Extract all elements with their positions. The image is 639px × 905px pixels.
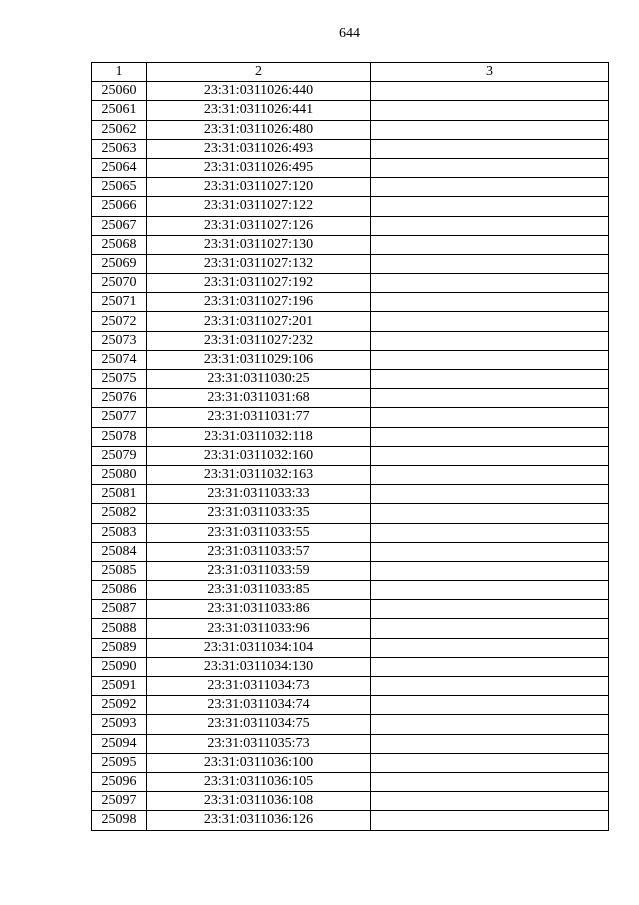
cadastral-number-cell: 23:31:0311033:55 bbox=[147, 523, 371, 542]
table-row bbox=[92, 408, 609, 427]
table-row bbox=[92, 715, 609, 734]
cadastral-number-cell: 23:31:0311027:201 bbox=[147, 312, 371, 331]
table-row bbox=[92, 542, 609, 561]
table-row bbox=[92, 158, 609, 177]
table-row bbox=[92, 350, 609, 369]
note-cell bbox=[371, 715, 609, 734]
note-cell bbox=[371, 542, 609, 561]
column-header-3: 3 bbox=[371, 63, 609, 82]
cadastral-number-cell: 23:31:0311027:132 bbox=[147, 254, 371, 273]
cadastral-number-cell: 23:31:0311033:85 bbox=[147, 581, 371, 600]
row-number-cell: 25092 bbox=[92, 696, 147, 715]
cadastral-number-cell: 23:31:0311027:232 bbox=[147, 331, 371, 350]
note-cell bbox=[371, 638, 609, 657]
cadastral-number-cell: 23:31:0311036:108 bbox=[147, 792, 371, 811]
note-cell bbox=[371, 772, 609, 791]
row-number-cell: 25064 bbox=[92, 158, 147, 177]
note-cell bbox=[371, 158, 609, 177]
table-body bbox=[92, 82, 609, 830]
page-number: 644 bbox=[339, 26, 360, 41]
note-cell bbox=[371, 293, 609, 312]
cadastral-number-cell: 23:31:0311033:33 bbox=[147, 485, 371, 504]
cadastral-number-cell: 23:31:0311032:118 bbox=[147, 427, 371, 446]
table-row bbox=[92, 120, 609, 139]
note-cell bbox=[371, 254, 609, 273]
note-cell bbox=[371, 696, 609, 715]
note-cell bbox=[371, 561, 609, 580]
row-number-cell: 25068 bbox=[92, 235, 147, 254]
row-number-cell: 25098 bbox=[92, 811, 147, 830]
note-cell bbox=[371, 734, 609, 753]
column-header-1: 1 bbox=[92, 63, 147, 82]
table-row bbox=[92, 772, 609, 791]
note-cell bbox=[371, 370, 609, 389]
note-cell bbox=[371, 581, 609, 600]
note-cell bbox=[371, 446, 609, 465]
cadastral-number-cell: 23:31:0311029:106 bbox=[147, 350, 371, 369]
note-cell bbox=[371, 120, 609, 139]
table-row bbox=[92, 792, 609, 811]
note-cell bbox=[371, 312, 609, 331]
cadastral-number-cell: 23:31:0311031:77 bbox=[147, 408, 371, 427]
table-row bbox=[92, 446, 609, 465]
note-cell bbox=[371, 139, 609, 158]
cadastral-number-cell: 23:31:0311033:86 bbox=[147, 600, 371, 619]
table-row bbox=[92, 370, 609, 389]
cadastral-number-cell: 23:31:0311033:96 bbox=[147, 619, 371, 638]
row-number-cell: 25089 bbox=[92, 638, 147, 657]
note-cell bbox=[371, 331, 609, 350]
table-row bbox=[92, 811, 609, 830]
cadastral-number-cell: 23:31:0311034:104 bbox=[147, 638, 371, 657]
table-row bbox=[92, 581, 609, 600]
row-number-cell: 25080 bbox=[92, 465, 147, 484]
column-header-2: 2 bbox=[147, 63, 371, 82]
cadastral-number-cell: 23:31:0311034:74 bbox=[147, 696, 371, 715]
table-row bbox=[92, 677, 609, 696]
table-row bbox=[92, 523, 609, 542]
table-row bbox=[92, 638, 609, 657]
table-row bbox=[92, 312, 609, 331]
note-cell bbox=[371, 523, 609, 542]
table-row bbox=[92, 485, 609, 504]
row-number-cell: 25061 bbox=[92, 101, 147, 120]
cadastral-number-cell: 23:31:0311026:440 bbox=[147, 82, 371, 101]
note-cell bbox=[371, 677, 609, 696]
row-number-cell: 25071 bbox=[92, 293, 147, 312]
cadastral-number-cell: 23:31:0311034:75 bbox=[147, 715, 371, 734]
note-cell bbox=[371, 101, 609, 120]
note-cell bbox=[371, 197, 609, 216]
header-row bbox=[92, 63, 609, 82]
table-row bbox=[92, 465, 609, 484]
table-row bbox=[92, 274, 609, 293]
row-number-cell: 25084 bbox=[92, 542, 147, 561]
table-row bbox=[92, 753, 609, 772]
table-row bbox=[92, 561, 609, 580]
table-row bbox=[92, 619, 609, 638]
table-row bbox=[92, 254, 609, 273]
row-number-cell: 25093 bbox=[92, 715, 147, 734]
cadastral-number-cell: 23:31:0311032:160 bbox=[147, 446, 371, 465]
note-cell bbox=[371, 216, 609, 235]
cadastral-number-cell: 23:31:0311026:480 bbox=[147, 120, 371, 139]
table-row bbox=[92, 178, 609, 197]
cadastral-number-cell: 23:31:0311027:192 bbox=[147, 274, 371, 293]
table-row bbox=[92, 389, 609, 408]
row-number-cell: 25097 bbox=[92, 792, 147, 811]
cadastral-number-cell: 23:31:0311026:495 bbox=[147, 158, 371, 177]
note-cell bbox=[371, 82, 609, 101]
table-row bbox=[92, 657, 609, 676]
cadastral-number-cell: 23:31:0311027:130 bbox=[147, 235, 371, 254]
row-number-cell: 25094 bbox=[92, 734, 147, 753]
table-row bbox=[92, 696, 609, 715]
note-cell bbox=[371, 811, 609, 830]
cadastral-number-cell: 23:31:0311036:100 bbox=[147, 753, 371, 772]
cadastral-number-cell: 23:31:0311026:441 bbox=[147, 101, 371, 120]
note-cell bbox=[371, 465, 609, 484]
row-number-cell: 25078 bbox=[92, 427, 147, 446]
cadastral-number-cell: 23:31:0311034:73 bbox=[147, 677, 371, 696]
table-header bbox=[92, 63, 609, 82]
row-number-cell: 25062 bbox=[92, 120, 147, 139]
cadastral-number-cell: 23:31:0311030:25 bbox=[147, 370, 371, 389]
row-number-cell: 25072 bbox=[92, 312, 147, 331]
note-cell bbox=[371, 350, 609, 369]
table-row bbox=[92, 216, 609, 235]
cadastral-number-cell: 23:31:0311027:126 bbox=[147, 216, 371, 235]
row-number-cell: 25079 bbox=[92, 446, 147, 465]
note-cell bbox=[371, 485, 609, 504]
note-cell bbox=[371, 792, 609, 811]
row-number-cell: 25075 bbox=[92, 370, 147, 389]
registry-table bbox=[91, 62, 609, 831]
note-cell bbox=[371, 427, 609, 446]
note-cell bbox=[371, 389, 609, 408]
table-row bbox=[92, 331, 609, 350]
note-cell bbox=[371, 619, 609, 638]
row-number-cell: 25073 bbox=[92, 331, 147, 350]
row-number-cell: 25076 bbox=[92, 389, 147, 408]
cadastral-number-cell: 23:31:0311036:126 bbox=[147, 811, 371, 830]
row-number-cell: 25065 bbox=[92, 178, 147, 197]
note-cell bbox=[371, 657, 609, 676]
table-row bbox=[92, 101, 609, 120]
row-number-cell: 25091 bbox=[92, 677, 147, 696]
note-cell bbox=[371, 408, 609, 427]
table-row bbox=[92, 504, 609, 523]
table-row bbox=[92, 197, 609, 216]
cadastral-number-cell: 23:31:0311032:163 bbox=[147, 465, 371, 484]
row-number-cell: 25067 bbox=[92, 216, 147, 235]
cadastral-number-cell: 23:31:0311033:57 bbox=[147, 542, 371, 561]
table-row bbox=[92, 139, 609, 158]
row-number-cell: 25070 bbox=[92, 274, 147, 293]
row-number-cell: 25077 bbox=[92, 408, 147, 427]
table-row bbox=[92, 600, 609, 619]
row-number-cell: 25086 bbox=[92, 581, 147, 600]
note-cell bbox=[371, 178, 609, 197]
row-number-cell: 25074 bbox=[92, 350, 147, 369]
cadastral-number-cell: 23:31:0311027:122 bbox=[147, 197, 371, 216]
row-number-cell: 25095 bbox=[92, 753, 147, 772]
table-row bbox=[92, 734, 609, 753]
table-row bbox=[92, 82, 609, 101]
row-number-cell: 25090 bbox=[92, 657, 147, 676]
table-row bbox=[92, 293, 609, 312]
row-number-cell: 25081 bbox=[92, 485, 147, 504]
cadastral-number-cell: 23:31:0311033:59 bbox=[147, 561, 371, 580]
cadastral-number-cell: 23:31:0311027:120 bbox=[147, 178, 371, 197]
row-number-cell: 25069 bbox=[92, 254, 147, 273]
note-cell bbox=[371, 504, 609, 523]
note-cell bbox=[371, 600, 609, 619]
row-number-cell: 25087 bbox=[92, 600, 147, 619]
row-number-cell: 25085 bbox=[92, 561, 147, 580]
row-number-cell: 25096 bbox=[92, 772, 147, 791]
cadastral-number-cell: 23:31:0311035:73 bbox=[147, 734, 371, 753]
table-row bbox=[92, 427, 609, 446]
note-cell bbox=[371, 235, 609, 254]
row-number-cell: 25088 bbox=[92, 619, 147, 638]
cadastral-number-cell: 23:31:0311036:105 bbox=[147, 772, 371, 791]
cadastral-number-cell: 23:31:0311031:68 bbox=[147, 389, 371, 408]
cadastral-number-cell: 23:31:0311034:130 bbox=[147, 657, 371, 676]
row-number-cell: 25082 bbox=[92, 504, 147, 523]
cadastral-number-cell: 23:31:0311027:196 bbox=[147, 293, 371, 312]
row-number-cell: 25063 bbox=[92, 139, 147, 158]
note-cell bbox=[371, 753, 609, 772]
table-row bbox=[92, 235, 609, 254]
row-number-cell: 25083 bbox=[92, 523, 147, 542]
cadastral-number-cell: 23:31:0311026:493 bbox=[147, 139, 371, 158]
note-cell bbox=[371, 274, 609, 293]
cadastral-number-cell: 23:31:0311033:35 bbox=[147, 504, 371, 523]
row-number-cell: 25060 bbox=[92, 82, 147, 101]
row-number-cell: 25066 bbox=[92, 197, 147, 216]
